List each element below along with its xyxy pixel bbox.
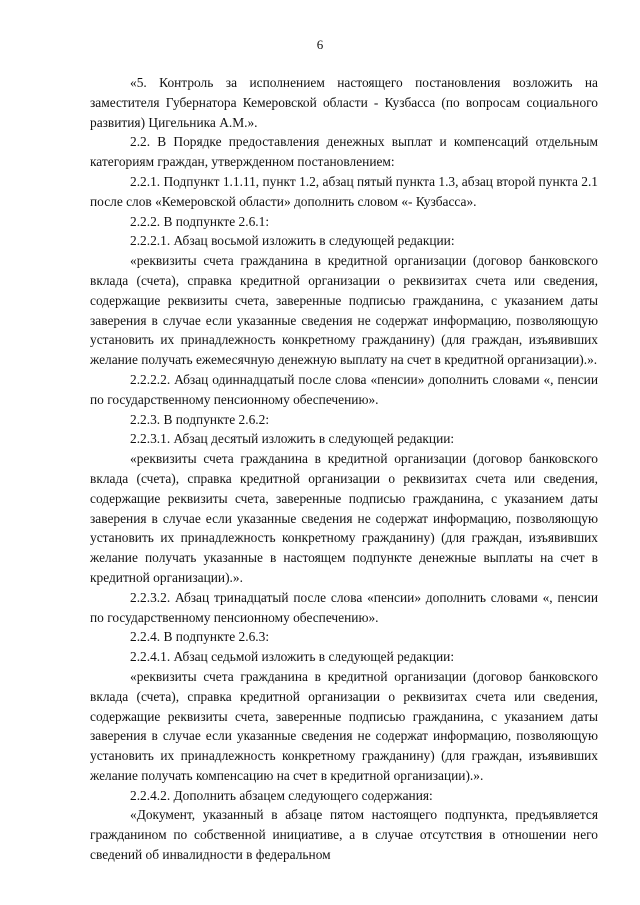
paragraph-2-2-3-2: 2.2.3.2. Абзац тринадцатый после слова «пенсии» дополнить словами «, пенсии по государственному пенсионному обеспечению». [90, 589, 598, 625]
paragraph-2-2-4-1: 2.2.4.1. Абзац седьмой изложить в следующей редакции: [130, 649, 455, 665]
paragraph-2-2-2-1: 2.2.2.1. Абзац восьмой изложить в следующей редакции: [130, 233, 455, 249]
paragraph-control-clause: «5. Контроль за исполнением настоящего постановления возложить на заместителя Губернатора Кемеровской области - Кузбасса (по вопросам социального развития) Цигельника А.М.». [90, 75, 598, 130]
paragraph-2-2-3-1: 2.2.3.1. Абзац десятый изложить в следующей редакции: [130, 431, 455, 447]
paragraph-2-2-4: 2.2.4. В подпункте 2.6.3: [130, 629, 270, 645]
paragraph-2-2-1: 2.2.1. Подпункт 1.1.11, пункт 1.2, абзац пятый пункта 1.3, абзац второй пункта 2.1 после слов «Кемеровской области» дополнить словом «- Кузбасса». [90, 173, 598, 209]
paragraph-2-2-4-2: 2.2.4.2. Дополнить абзацем следующего содержания: [130, 787, 433, 803]
paragraph-2-2: 2.2. В Порядке предоставления денежных выплат и компенсаций отдельным категориям граждан, утвержденном постановлением: [90, 134, 598, 170]
quoted-account-details-2: «реквизиты счета гражданина в кредитной организации (договор банковского вклада (счета), справка кредитной организации о реквизитах счета или сведения, содержащие реквизиты счета, заверенные подписью гражданина, с указанием даты заверения в случае если указанные сведения не содержат информацию, позволяющую установить их принадлежность конкретному гражданину) (для граждан, изъявивших желание получать указанные в настоящем подпункте денежные выплаты на счет в кредитной организации).». [90, 451, 598, 585]
page-number: 6 [316, 37, 324, 52]
paragraph-2-2-2-2: 2.2.2.2. Абзац одиннадцатый после слова «пенсии» дополнить словами «, пенсии по государственному пенсионному обеспечению». [90, 371, 598, 407]
quoted-account-details-3: «реквизиты счета гражданина в кредитной организации (договор банковского вклада (счета), справка кредитной организации о реквизитах счета или сведения, содержащие реквизиты счета, заверенные подписью гражданина, с указанием даты заверения в случае если указанные сведения не содержат информацию, позволяющую установить их принадлежность конкретному гражданину) (для граждан, изъявивших желание получать компенсацию на счет в кредитной организации).». [90, 668, 598, 783]
document-body [90, 73, 598, 865]
quoted-account-details-1: «реквизиты счета гражданина в кредитной организации (договор банковского вклада (счета), справка кредитной организации о реквизитах счета или сведения, содержащие реквизиты счета, заверенные подписью гражданина, с указанием даты заверения в случае если указанные сведения не содержат информацию, позволяющую установить их принадлежность конкретному гражданину) (для граждан, изъявивших желание получать ежемесячную денежную выплату на счет в кредитной организации).». [90, 253, 598, 368]
paragraph-2-2-2: 2.2.2. В подпункте 2.6.1: [130, 213, 270, 229]
quoted-document-clause: «Документ, указанный в абзаце пятом настоящего подпункта, предъявляется гражданином по собственной инициативе, а в случае отсутствия в отношении него сведений об инвалидности в федеральном [90, 807, 598, 863]
paragraph-2-2-3: 2.2.3. В подпункте 2.6.2: [130, 411, 270, 427]
